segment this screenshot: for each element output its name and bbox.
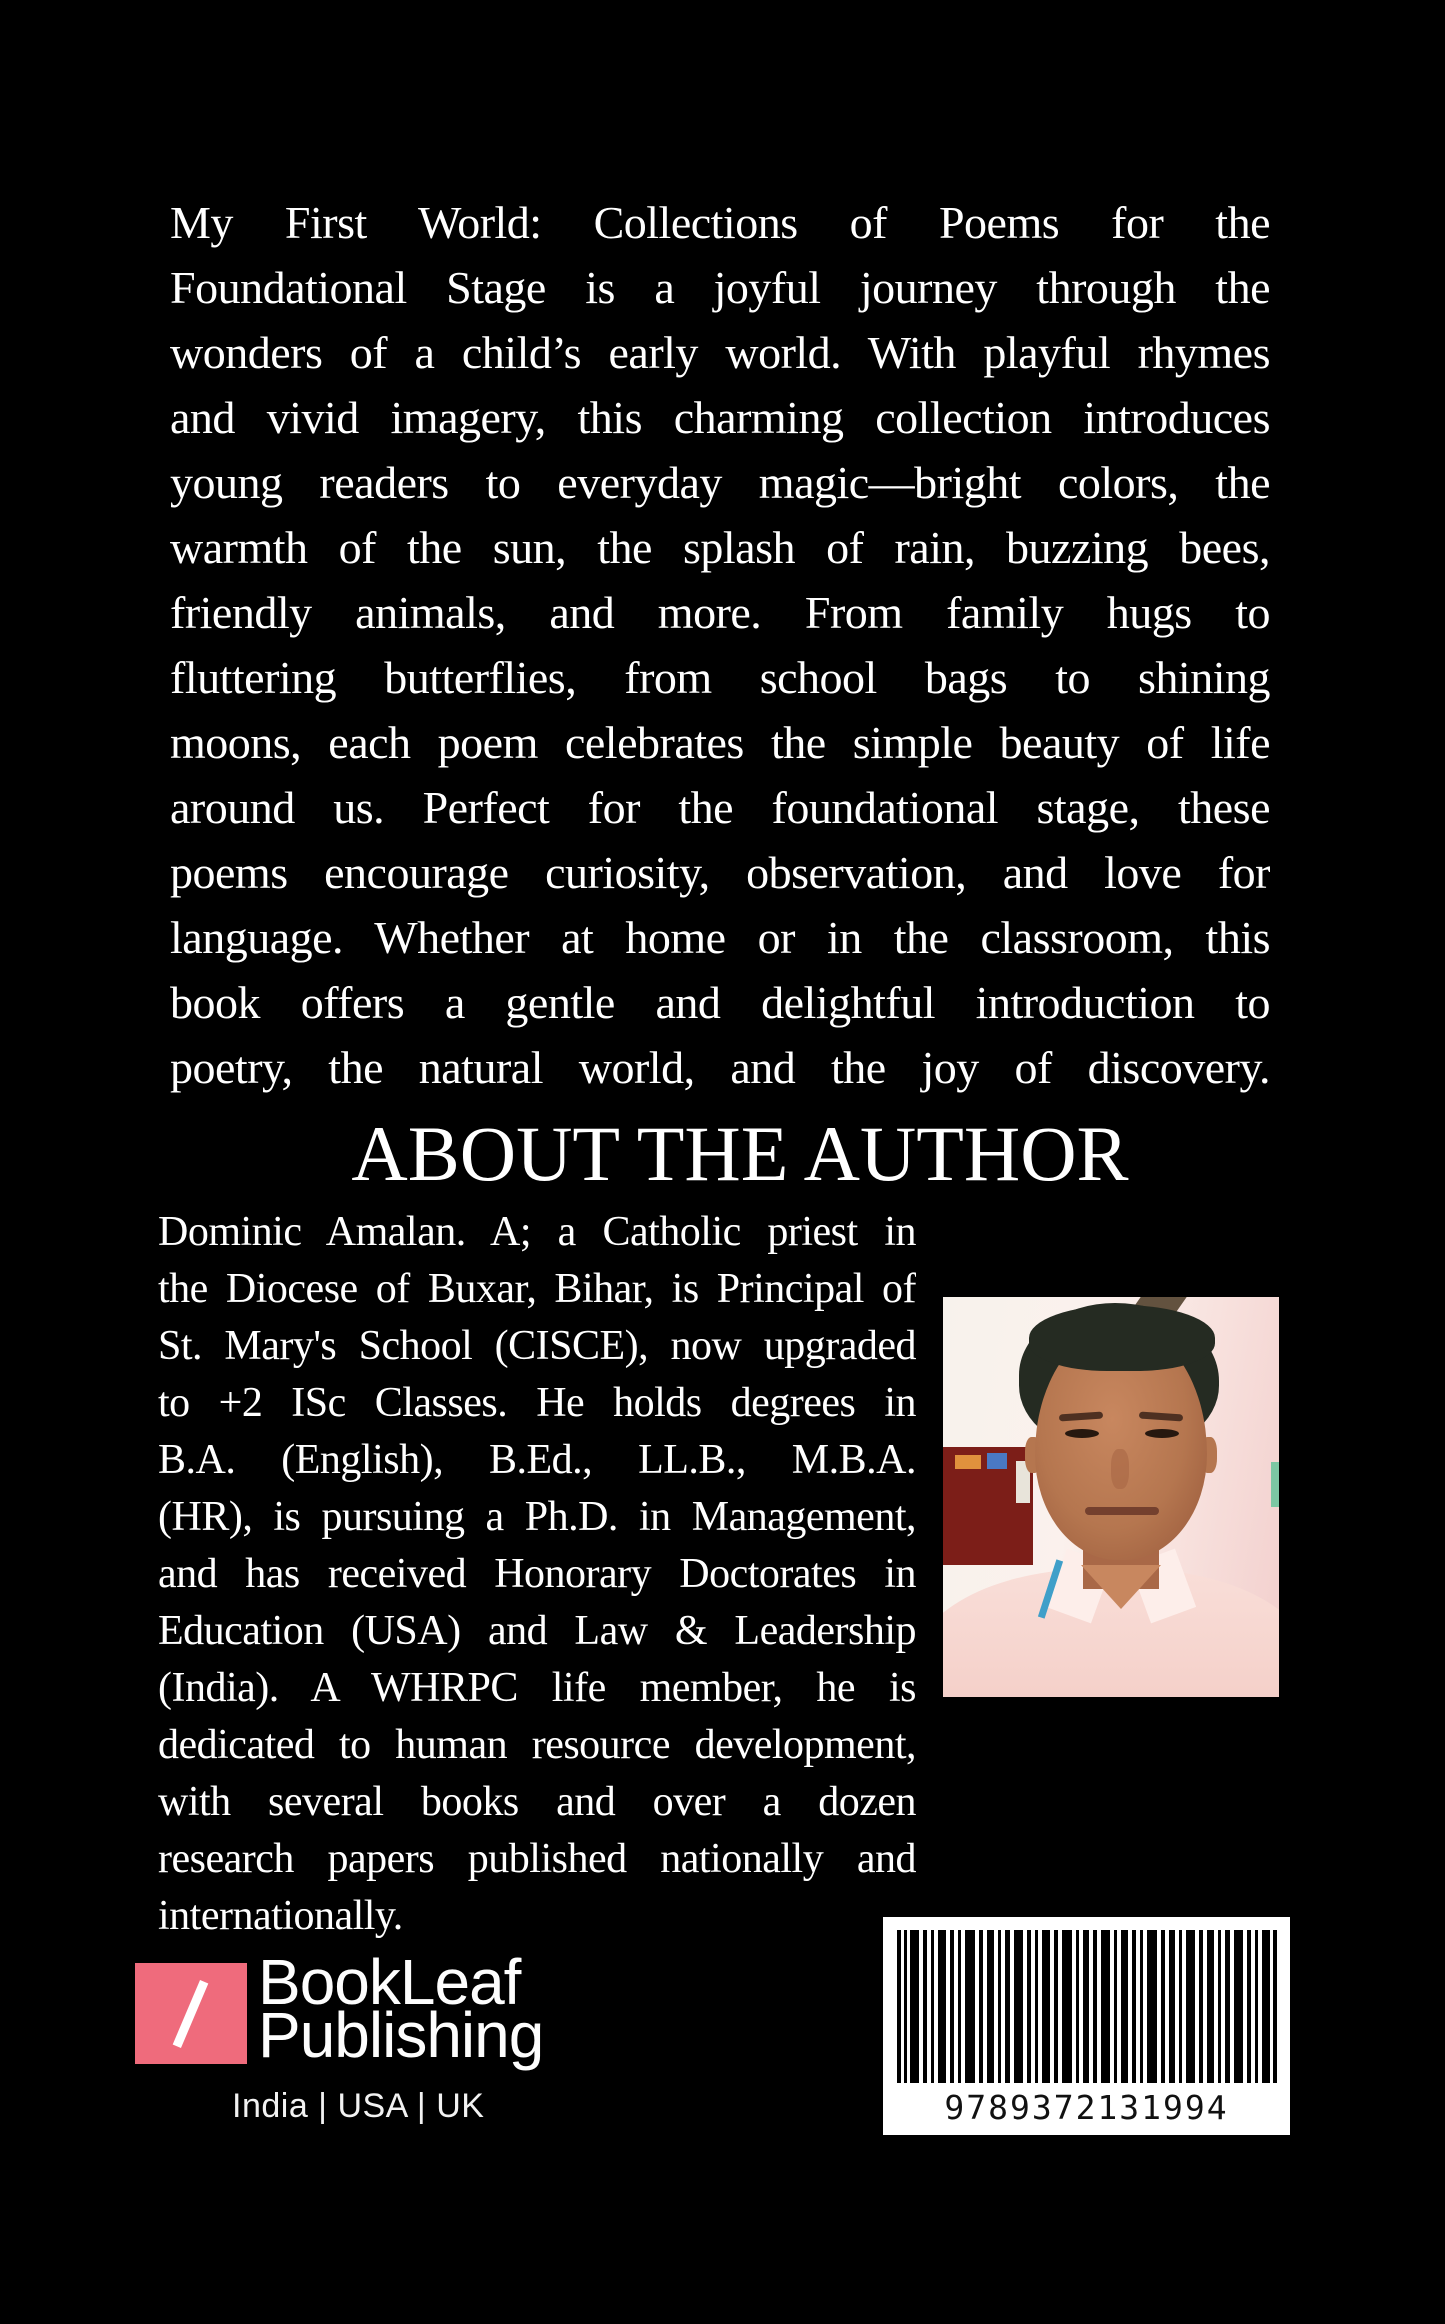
bio-line: the Diocese of Buxar, Bihar, is Principal of: [158, 1266, 916, 1312]
board-pin-shape: [987, 1453, 1007, 1469]
publisher-name-line1: BookLeaf: [258, 1946, 521, 2018]
eye-shape: [1145, 1429, 1179, 1438]
mouth-shape: [1085, 1507, 1159, 1515]
publisher-name-line2: Publishing: [258, 1999, 544, 2071]
publisher-logo: [135, 1963, 247, 2064]
bio-line: (HR), is pursuing a Ph.D. in Management,: [158, 1494, 916, 1540]
author-photo: [943, 1297, 1279, 1697]
bio-line: (India). A WHRPC life member, he is: [158, 1665, 916, 1711]
bio-line: Education (USA) and Law & Leadership: [158, 1608, 916, 1654]
publisher-regions: India | USA | UK: [232, 2087, 485, 2125]
bio-line: Dominic Amalan. A; a Catholic priest in: [158, 1209, 916, 1255]
board-pin-shape: [955, 1455, 981, 1469]
bio-line: B.A. (English), B.Ed., LL.B., M.B.A.: [158, 1437, 916, 1483]
description-line: My First World: Collections of Poems for the: [170, 197, 1270, 248]
eye-shape: [1065, 1429, 1099, 1438]
nose-shape: [1111, 1449, 1129, 1489]
description-line: poetry, the natural world, and the joy of discovery.: [170, 1042, 1270, 1093]
about-the-author-heading: ABOUT THE AUTHOR: [351, 1110, 1129, 1197]
description-line: Foundational Stage is a joyful journey through the: [170, 262, 1270, 313]
isbn-barcode: [883, 1917, 1290, 2135]
book-description: [170, 190, 1270, 1100]
bio-line: to +2 ISc Classes. He holds degrees in: [158, 1380, 916, 1426]
description-line: and vivid imagery, this charming collection introduces: [170, 392, 1270, 443]
bio-line: St. Mary's School (CISCE), now upgraded: [158, 1323, 916, 1369]
bio-line: dedicated to human resource development,: [158, 1722, 916, 1768]
background-accent-shape: [1271, 1462, 1279, 1507]
barcode-bars: [897, 1930, 1277, 2083]
slash-logo-icon: [173, 1980, 209, 2048]
description-line: friendly animals, and more. From family hugs to: [170, 587, 1270, 638]
description-line: poems encourage curiosity, observation, and love for: [170, 847, 1270, 898]
isbn-number: 9789372131994: [944, 2088, 1229, 2127]
description-line: warmth of the sun, the splash of rain, buzzing bees,: [170, 522, 1270, 573]
bio-line: internationally.: [158, 1893, 403, 1939]
author-bio: [158, 1204, 916, 1945]
description-line: moons, each poem celebrates the simple beauty of life: [170, 717, 1270, 768]
description-line: book offers a gentle and delightful introduction to: [170, 977, 1270, 1028]
bio-line: with several books and over a dozen: [158, 1779, 916, 1825]
description-line: fluttering butterflies, from school bags to shining: [170, 652, 1270, 703]
description-line: around us. Perfect for the foundational stage, these: [170, 782, 1270, 833]
bio-line: research papers published nationally and: [158, 1836, 916, 1882]
notice-board-shape: [943, 1447, 1033, 1565]
hair-fringe-shape: [1029, 1305, 1215, 1371]
description-line: language. Whether at home or in the classroom, this: [170, 912, 1270, 963]
description-line: wonders of a child’s early world. With playful rhymes: [170, 327, 1270, 378]
bio-line: and has received Honorary Doctorates in: [158, 1551, 916, 1597]
description-line: young readers to everyday magic—bright colors, the: [170, 457, 1270, 508]
